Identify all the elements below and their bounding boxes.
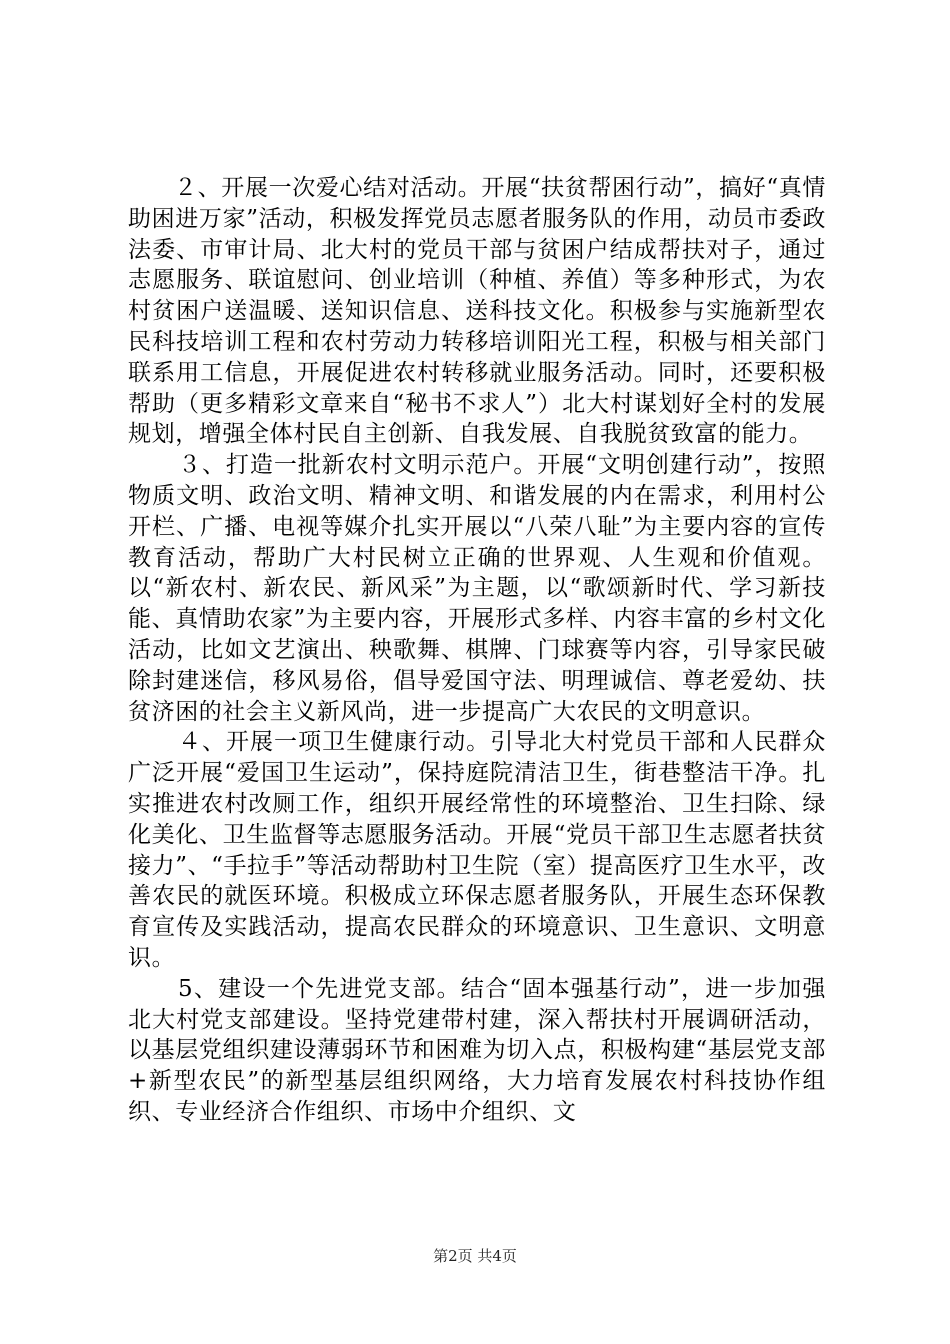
paragraph-civilization-households: ３、打造一批新农村文明示范户。开展“文明创建行动”，按照物质文明、政治文明、精神文明、和谐发展的内在需求，利用村公开栏、广播、电视等媒介扎实开展以“八荣八耻”为主要内容的宣传教育活动，帮助广大村民树立正确的世界观、人生观和价值观。以“新农村、新农民、新风采”为主题，以“歌颂新时代、学习新技能、真情助农家”为主要内容，开展形式多样、内容丰富的乡村文化活动，比如文艺演出、秧歌舞、棋牌、门球赛等内容，引导家民破除封建迷信，移风易俗，倡导爱国守法、明理诚信、尊老爱幼、扶贫济困的社会主义新风尚，进一步提高广大农民的文明意识。 — [128, 452, 826, 725]
paragraph-love-pairing: ２、开展一次爱心结对活动。开展“扶贫帮困行动”，搞好“真情助困进万家”活动，积极发挥党员志愿者服务队的作用，动员市委政法委、市审计局、北大村的党员干部与贫困户结成帮扶对子，通过志愿服务、联谊慰问、创业培训（种植、养值）等多种形式，为农村贫困户送温暖、送知识信息、送科技文化。积极参与实施新型农民科技培训工程和农村劳动力转移培训阳光工程，积极与相关部门联系用工信息，开展促进农村转移就业服务活动。同时，还要积极帮助（更多精彩文章来自“秘书不求人”）北大村谋划好全村的发展规划，增强全体村民自主创新、自我发展、自我脱贫致富的能力。 — [128, 175, 826, 448]
page-number-footer: 第2页 共4页 — [433, 1247, 517, 1265]
document-body — [128, 173, 826, 1128]
paragraph-party-branch: 5、建设一个先进党支部。结合“固本强基行动”，进一步加强北大村党支部建设。坚持党建带村建，深入帮扶村开展调研活动，以基层党组织建设薄弱环节和困难为切入点，积极构建“基层党支部+新型农民”的新型基层组织网络，大力培育发展农村科技协作组织、专业经济合作组织、市场中介组织、文 — [128, 975, 826, 1125]
paragraph-health-action: ４、开展一项卫生健康行动。引导北大村党员干部和人民群众广泛开展“爱国卫生运动”，保持庭院清洁卫生，街巷整洁干净。扎实推进农村改厕工作，组织开展经常性的环境整治、卫生扫除、绿化美化、卫生监督等志愿服务活动。开展“党员干部卫生志愿者扶贫接力”、“手拉手”等活动帮助村卫生院（室）提高医疗卫生水平，改善农民的就医环境。积极成立环保志愿者服务队，开展生态环保教育宣传及实践活动，提高农民群众的环境意识、卫生意识、文明意识。 — [128, 729, 826, 971]
